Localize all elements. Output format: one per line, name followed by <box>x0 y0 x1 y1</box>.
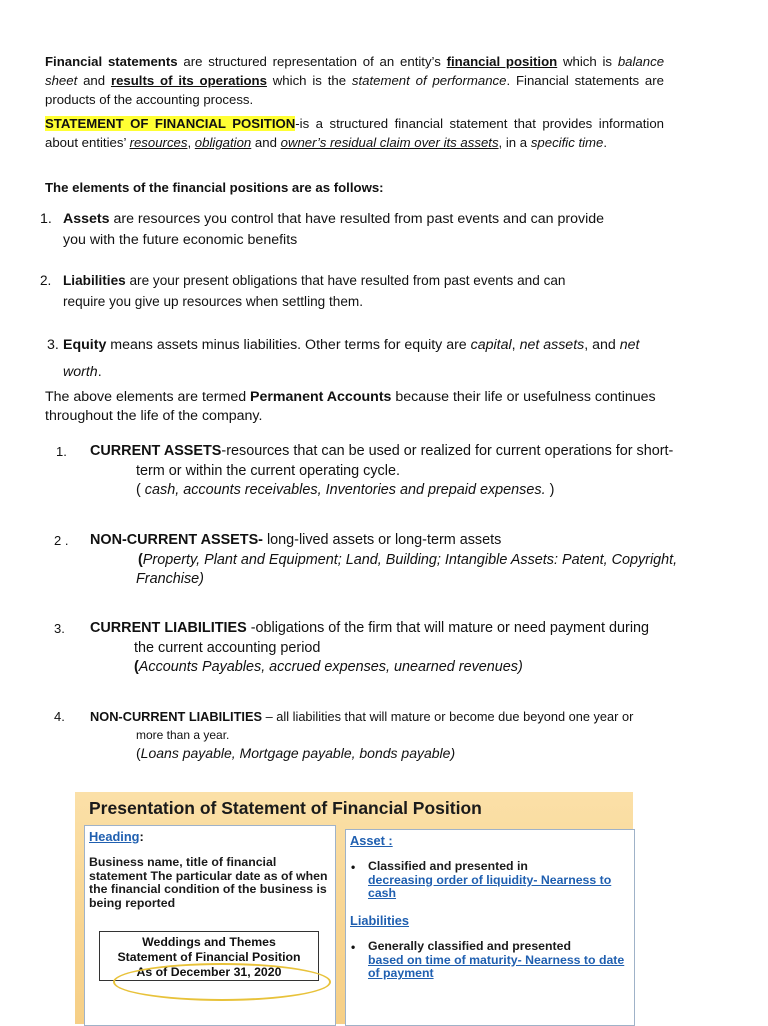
example-heading-box: Weddings and Themes Statement of Financial Position As of December 31, 2020 <box>99 931 319 981</box>
heading-panel: Heading: Business name, title of financial statement The particular date as of when the financial condition of the business is being reported Weddings and Themes Statement of Financial Position As of December 31, 2020 <box>84 825 336 1026</box>
permanent-accounts-paragraph: The above elements are termed Permanent Accounts because their life or usefulness continues throughout the life of the company. <box>45 389 656 424</box>
presentation-slide <box>75 792 633 1024</box>
sub-non-current-assets: 2 . NON-CURRENT ASSETS- long-lived assets or long-term assets (Property, Plant and Equipment; Land, Building; Intangible Assets: Patent, Copyright, Franchise) <box>54 532 678 587</box>
highlighted-term: STATEMENT OF FINANCIAL POSITION <box>45 116 296 131</box>
heading-label: Heading <box>89 829 140 844</box>
slide-title: Presentation of Statement of Financial Position <box>89 798 482 818</box>
term-financial-statements: Financial statements <box>45 54 178 69</box>
liabilities-label: Liabilities <box>350 913 410 928</box>
element-liabilities: 2. Liabilities are your present obligations that have resulted from past events and can require you give up resources when settling them. <box>40 273 566 309</box>
asset-liability-panel <box>345 829 635 1026</box>
element-assets: 1. Assets are resources you control that have resulted from past events and can provide you with the future economic benefits <box>40 211 605 248</box>
elements-heading: The elements of the financial positions are as follows: <box>45 180 384 195</box>
term-financial-position: financial position <box>446 54 558 69</box>
intro-paragraph-1: Financial statements are structured representation of an entity’s financial position which is balance sheet and results of its operations which is the statement of performance. Financial statements are products of the accounting process. <box>45 54 665 107</box>
asset-label: Asset : <box>350 833 393 848</box>
liabilities-bullet: • <box>351 940 356 954</box>
term-results-of-operations: results of its operations <box>110 73 267 88</box>
element-equity: 3. Equity means assets minus liabilities. Other terms for equity are capital, net assets, and net worth. <box>47 337 640 380</box>
asset-bullet: • <box>351 860 356 874</box>
sub-current-liabilities: 3. CURRENT LIABILITIES -obligations of the firm that will mature or need payment during the current accounting period (Accounts Payables, accrued expenses, unearned revenues) <box>54 620 650 675</box>
intro-paragraph-2: STATEMENT OF FINANCIAL POSITION-is a structured financial statement that provides information about entities’ resources, obligation and owner’s residual claim over its assets, in a specific time. <box>45 116 664 150</box>
liabilities-description: Generally classified and presented based on time of maturity- Nearness to date of payment <box>368 940 630 981</box>
asset-description: Classified and presented in decreasing order of liquidity- Nearness to cash <box>368 860 630 901</box>
sub-current-assets: 1. CURRENT ASSETS-resources that can be used or realized for current operations for short- term or within the current operating cycle. ( cash, accounts receivables, Inventories and prepaid expenses. ) <box>56 443 674 498</box>
sub-non-current-liabilities: 4. NON-CURRENT LIABILITIES – all liabilities that will mature or become due beyond one year or more than a year. (Loans payable, Mortgage payable, bonds payable) <box>54 709 634 761</box>
asset-liquidity-text: decreasing order of liquidity- Nearness to cash <box>368 872 612 901</box>
liabilities-maturity-text: based on time of maturity- Nearness to date of payment <box>368 952 625 981</box>
heading-description: Business name, title of financial statement The particular date as of when the financial condition of the business is being reported <box>89 855 328 910</box>
date-highlight-ellipse <box>113 963 331 1001</box>
